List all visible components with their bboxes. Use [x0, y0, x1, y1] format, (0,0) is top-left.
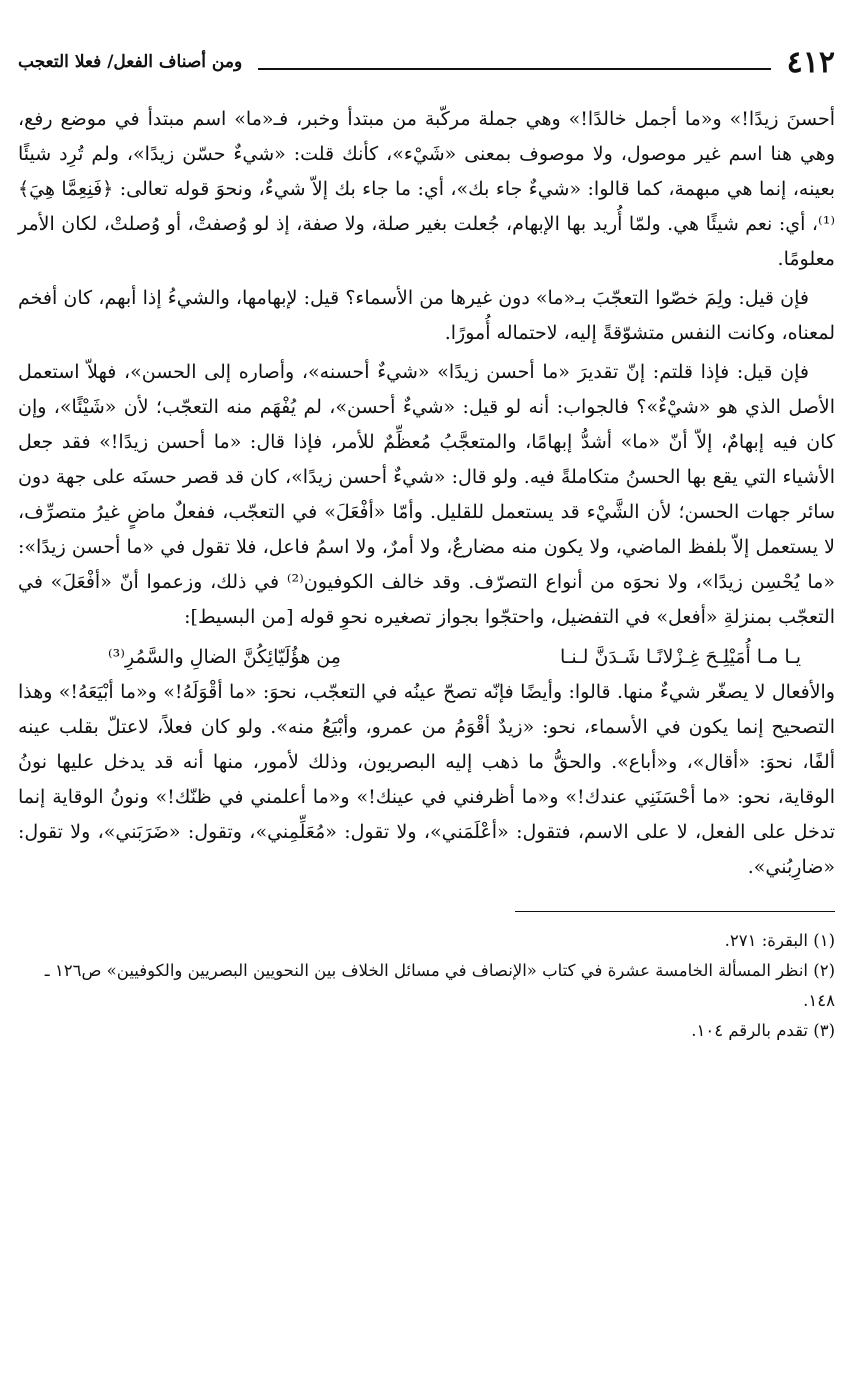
- poetry-verse: [18, 639, 835, 675]
- page-number: ٤١٢: [786, 44, 835, 80]
- page-header: [18, 40, 835, 84]
- footnote-separator: [515, 911, 835, 912]
- paragraph: فإن قيل: فإذا قلتم: إنّ تقديرَ «ما أحسن زيدًا» «شيءٌ أحسنه»، وأصاره إلى الحسن»، فهلاّ استعمل الأصل الذي هو «شيْءٌ»؟ فالجواب: أنه لو قيل: «شيءٌ أحسن»، لم يُفْهَم منه التعجّب؛ لأن «شَيْئًا»، وإن كان فيه إبهامٌ، إلاّ أنّ «ما» أشدُّ إبهامًا، والمتعجَّبُ مُعظِّمٌ للأمر، فإذا قال: «ما أحسن زيدًا!» فقد جعل الأشياء التي يقع بها الحسنُ متكاملةً فيه. ولو قال: «شيءٌ أحسن زيدًا»، كان قد قصر حسنَه على جهة دون سائر جهات الحسن؛ لأن الشَّيْء قد يستعمل للقليل. وأمّا «أفْعَلَ» في التعجّب، ففعلٌ ماضٍ غيرُ متصرِّف، لا يستعمل إلاّ بلفظ الماضي، ولا يكون منه مضارعٌ، ولا أمرٌ، ولا اسمُ فاعل، فلا تقول في «ما أحسن زيدًا»: «ما يُحْسِن زيدًا»، ولا نحوَه من أنواع التصرّف. وقد خالف الكوفيون⁽²⁾ في ذلك، وزعموا أنّ «أفْعَلَ» في التعجّب بمنزلةِ «أفعل» في التفضيل، واحتجّوا بجواز تصغيره نحوِ قوله [من البسيط]:: [18, 361, 835, 628]
- verse-hemistich-second: مِن هؤُلَيّائِكُنَّ الضالِ والسَّمُرِ⁽³⁾: [108, 646, 341, 668]
- footnote: (١) البقرة: ٢٧١.: [724, 931, 835, 950]
- header-rule: [258, 68, 770, 70]
- running-head: ومن أصناف الفعل/ فعلا التعجب: [18, 52, 243, 72]
- main-text: [18, 102, 835, 885]
- footnotes: [18, 926, 835, 1046]
- paragraph: أحسنَ زيدًا!» و«ما أجمل خالدًا!» وهي جملة مركّبة من مبتدأ وخبر، فـ«ما» اسم مبتدأ في موضع رفع، وهي هنا اسم غير موصول، ولا موصوف بمعنى «شَيْء»، كأنك قلت: «شيءٌ حسّن زيدًا»، ولم تُرِد شيئًا بعينه، إنما هي مبهمة، كما قالوا: «شيءٌ جاء بك»، أي: ما جاء بك إلاّ شيءٌ، ونحوَ قوله تعالى: ﴿فَنِعِمَّا هِيَ﴾⁽¹⁾، أي: نعم شيئًا هي. ولمّا أُريد بها الإبهام، جُعلت بغير صلة، ولا صفة، إذ لو وُصفتْ، أو وُصلتْ، لكان الأمر معلومًا.: [18, 108, 835, 270]
- verse-hemistich-first: يـا مـا أُمَيْلِـحَ غِـزْلانًـا شَـدَنَّ لـنـا: [559, 646, 801, 668]
- paragraph: فإن قيل: ولِمَ خصّوا التعجّبَ بـ«ما» دون غيرها من الأسماء؟ قيل: لإبهامها، والشيءُ إذا أبهم، كان أفخم لمعناه، وكانت النفس متشوّقةً إليه، لاحتماله أُمورًا.: [18, 287, 835, 344]
- footnote: (٣) تقدم بالرقم ١٠٤.: [691, 1021, 835, 1040]
- paragraph: والأفعال لا يصغّر شيءٌ منها. قالوا: وأيضًا فإنّه تصحّ عينُه في التعجّب، نحوَ: «ما أقْوَلَهُ!» و«ما أبْيَعَهُ!» وهذا التصحيح إنما يكون في الأسماء، نحو: «زيدٌ أقْوَمُ من عمرو، وأبْيَعُ منه». ولو كان فعلاً، لاعتلّ بقلب عينه ألفًا، نحوَ: «أقال»، و«أباع». والحقُّ ما ذهب إليه البصريون، وذلك لأمور، منها أنه قد يدخل عليها نونُ الوقاية، نحو: «ما أحْسَنَنِي عندك!» و«ما أظرفني في عينك!» و«ما أعلمني في ظنّك!» ونونُ الوقاية إنما تدخل على الفعل، لا على الاسم، فتقول: «أعْلَمَني»، ولا تقول: «مُعَلِّمِني»، وتقول: «ضَرَبَني»، ولا تقول: «ضارِبُني».: [18, 681, 835, 878]
- footnote: (٢) انظر المسألة الخامسة عشرة في كتاب «الإنصاف في مسائل الخلاف بين النحويين البصريين والكوفيين» ص١٢٦ ـ ١٤٨.: [44, 961, 835, 1010]
